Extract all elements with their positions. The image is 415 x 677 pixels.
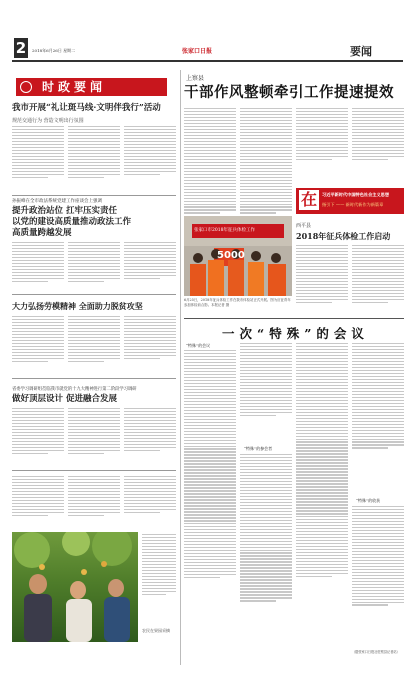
story2-body-a — [12, 242, 64, 292]
story1-body-c — [124, 126, 176, 192]
story1-title: 我市开展“礼让斑马线·文明伴我行”活动 — [12, 103, 161, 113]
promo-text-2: 指引下 —— 新时代新作为新篇章 — [322, 202, 384, 207]
main-body-d — [352, 108, 404, 184]
header-meta — [222, 49, 342, 54]
story1-body-a — [12, 126, 64, 192]
side-body-b — [352, 245, 404, 325]
masthead: 张家口日报 — [182, 48, 213, 55]
orchard-photo — [12, 532, 138, 642]
story4-body-c — [124, 408, 176, 468]
left-banner — [16, 78, 167, 96]
column-divider — [180, 70, 181, 665]
story2-title-2: 以党的建设高质量推动政法工作 — [12, 217, 132, 227]
story2-title-1: 提升政治站位 扛牢压实责任 — [12, 206, 117, 216]
story4-kicker: 省委学习调研组莅临我市就党的十九大精神进行第二阶段学习调研 — [12, 387, 137, 392]
promo-char: 在 — [300, 190, 317, 209]
story2-body-c — [124, 242, 176, 292]
feature-body-c — [296, 343, 348, 660]
story2-title-3: 高质量跨越发展 — [12, 228, 72, 238]
footer-note: （据张家口日报社驻察县记者站） — [352, 650, 400, 654]
feature-body-d — [352, 343, 404, 493]
photo-side-text — [142, 534, 176, 624]
promo-banner — [296, 188, 404, 214]
side-place: 西平县 — [296, 223, 312, 229]
photo-caption-right: 6月25日，2018年征兵体检工作在我市体检站正式开展。图为应征青年参加体检前合影。本报记者 摄 — [184, 298, 291, 307]
section-name: 要闻 — [350, 45, 372, 58]
feature-body-b — [240, 343, 292, 443]
header-rule — [12, 60, 403, 62]
sub-head-3: “特殊”的收获 — [356, 498, 381, 503]
feature-body-d2 — [352, 506, 404, 646]
feature-body-a — [184, 350, 236, 660]
page-header — [0, 0, 415, 62]
story1-subtitle: 规范交通行为 营造文明出行氛围 — [12, 118, 84, 124]
sub-head-1: “特殊”的会议 — [186, 343, 211, 348]
page-number: 2 — [15, 39, 27, 57]
right-place: 上察县 — [186, 75, 205, 82]
side-title: 2018年征兵体检工作启动 — [296, 231, 391, 241]
date-line: 2018年6月26日 星期二 — [32, 48, 76, 53]
photo-caption: 农民在果园采摘 — [142, 628, 170, 633]
story4-title: 做好顶层设计 促进融合发展 — [12, 394, 117, 404]
right-headline: 干部作风整顿牵引工作提速提效 — [184, 85, 394, 101]
story5-body-c — [124, 476, 176, 530]
story1-body-b — [68, 126, 120, 192]
story3-body-a — [12, 316, 64, 376]
group-photo — [184, 216, 292, 296]
side-body-a — [296, 245, 348, 325]
promo-text-1: 习近平新时代中国特色社会主义思想 — [322, 192, 390, 197]
story3-title: 大力弘扬劳模精神 全面助力脱贫攻坚 — [12, 301, 143, 311]
special-title: 一次“特殊”的会议 — [222, 326, 369, 341]
photo-banner-text: 张家口市2018年征兵体检工作 — [194, 228, 255, 233]
photo-sign: 5000 — [217, 250, 245, 261]
main-body-c — [296, 108, 348, 184]
story3-body-b — [68, 316, 120, 376]
story2-kicker: 孙振峰在全市政法系统党建工作座谈会上强调 — [12, 199, 102, 204]
story3-body-c — [124, 316, 176, 376]
feature-body-b2 — [240, 454, 292, 660]
story2-body-b — [68, 242, 120, 292]
sub-head-2: “特殊”的参会者 — [244, 446, 273, 451]
story5-body-a — [12, 476, 64, 530]
banner-text: 时政要闻 — [42, 80, 107, 94]
story4-body-a — [12, 408, 64, 468]
story4-body-b — [68, 408, 120, 468]
story5-body-b — [68, 476, 120, 530]
